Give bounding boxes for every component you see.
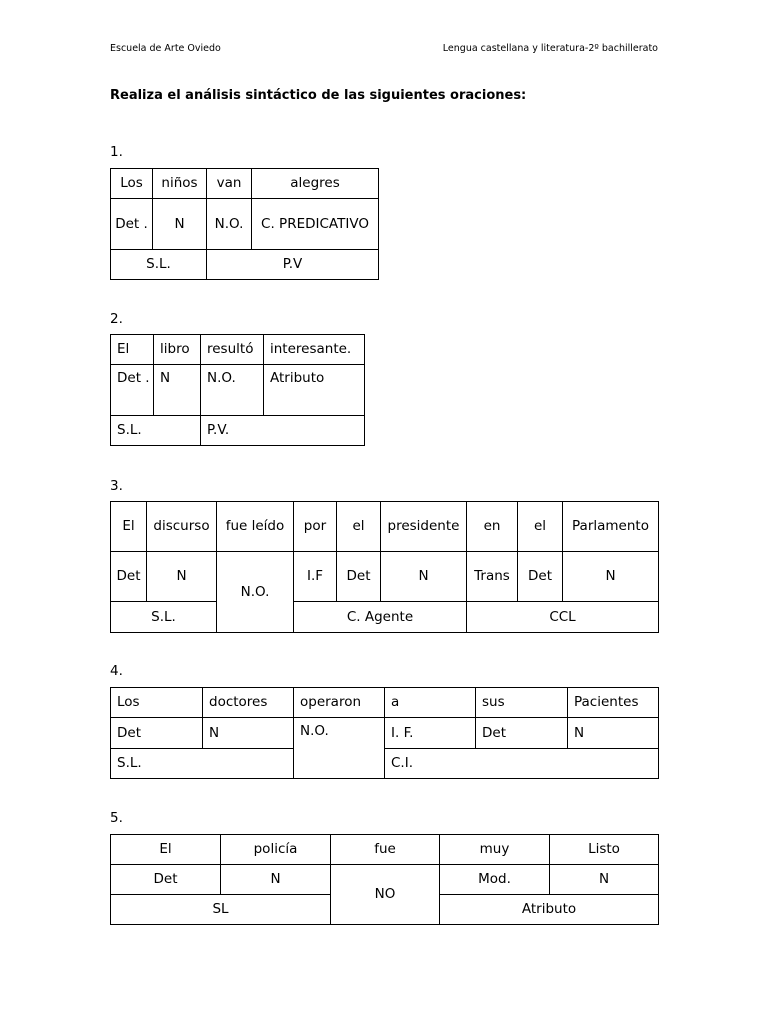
word-cell: muy xyxy=(440,835,550,865)
function-cell: Det xyxy=(476,718,568,749)
phrase-cell: S.L. xyxy=(111,749,294,779)
word-cell: Los xyxy=(111,169,153,199)
function-cell: N xyxy=(147,552,217,602)
word-cell: van xyxy=(207,169,252,199)
function-cell: N xyxy=(568,718,659,749)
word-cell: libro xyxy=(154,335,201,365)
function-cell: N xyxy=(381,552,467,602)
exercise-4-table xyxy=(110,687,659,779)
function-cell: N xyxy=(221,865,331,895)
function-cell: Trans xyxy=(467,552,518,602)
function-cell: Atributo xyxy=(264,365,365,416)
function-cell: Det xyxy=(111,865,221,895)
function-cell: I.F xyxy=(294,552,337,602)
phrase-cell: Atributo xyxy=(440,895,659,925)
function-cell: NO xyxy=(331,865,440,925)
function-cell: N.O. xyxy=(294,718,385,779)
phrase-cell: P.V xyxy=(207,250,379,280)
word-cell: Listo xyxy=(550,835,659,865)
word-cell: sus xyxy=(476,688,568,718)
word-cell: interesante. xyxy=(264,335,365,365)
phrase-cell: CCL xyxy=(467,602,659,633)
phrase-cell: P.V. xyxy=(201,416,365,446)
phrase-cell: SL xyxy=(111,895,331,925)
word-cell: Parlamento xyxy=(563,502,659,552)
function-cell: I. F. xyxy=(385,718,476,749)
word-cell: Los xyxy=(111,688,203,718)
word-cell: fue xyxy=(331,835,440,865)
word-cell: El xyxy=(111,502,147,552)
word-cell: discurso xyxy=(147,502,217,552)
function-cell: N.O. xyxy=(207,199,252,250)
word-cell: El xyxy=(111,335,154,365)
word-cell: doctores xyxy=(203,688,294,718)
function-cell: N.O. xyxy=(201,365,264,416)
function-cell: N xyxy=(153,199,207,250)
exercise-1-number: 1. xyxy=(110,144,123,160)
word-cell: el xyxy=(337,502,381,552)
exercise-1-table xyxy=(110,168,379,280)
word-cell: por xyxy=(294,502,337,552)
instruction-heading: Realiza el análisis sintáctico de las siguientes oraciones: xyxy=(110,88,527,103)
function-cell: N xyxy=(550,865,659,895)
word-cell: fue leído xyxy=(217,502,294,552)
function-cell: Det xyxy=(111,552,147,602)
function-cell: N xyxy=(563,552,659,602)
word-cell: El xyxy=(111,835,221,865)
word-cell: policía xyxy=(221,835,331,865)
header-subject: Lengua castellana y literatura-2º bachillerato xyxy=(442,43,658,54)
function-cell: Det xyxy=(518,552,563,602)
function-cell: N xyxy=(154,365,201,416)
header-school: Escuela de Arte Oviedo xyxy=(110,43,221,54)
function-cell: Mod. xyxy=(440,865,550,895)
function-cell: N.O. xyxy=(217,552,294,633)
exercise-5-table xyxy=(110,834,659,925)
word-cell: resultó xyxy=(201,335,264,365)
phrase-cell: S.L. xyxy=(111,250,207,280)
function-cell: Det . xyxy=(111,199,153,250)
function-cell: Det xyxy=(337,552,381,602)
phrase-cell: C. Agente xyxy=(294,602,467,633)
word-cell: a xyxy=(385,688,476,718)
exercise-4-number: 4. xyxy=(110,663,123,679)
exercise-2-number: 2. xyxy=(110,311,123,327)
word-cell: el xyxy=(518,502,563,552)
exercise-5-number: 5. xyxy=(110,810,123,826)
phrase-cell: C.I. xyxy=(385,749,659,779)
word-cell: alegres xyxy=(252,169,379,199)
word-cell: Pacientes xyxy=(568,688,659,718)
exercise-2-table xyxy=(110,334,365,446)
word-cell: operaron xyxy=(294,688,385,718)
word-cell: presidente xyxy=(381,502,467,552)
function-cell: N xyxy=(203,718,294,749)
word-cell: en xyxy=(467,502,518,552)
phrase-cell: S.L. xyxy=(111,416,201,446)
word-cell: niños xyxy=(153,169,207,199)
phrase-cell: S.L. xyxy=(111,602,217,633)
exercise-3-table xyxy=(110,501,659,633)
function-cell: Det xyxy=(111,718,203,749)
function-cell: C. PREDICATIVO xyxy=(252,199,379,250)
exercise-3-number: 3. xyxy=(110,478,123,494)
function-cell: Det . xyxy=(111,365,154,416)
